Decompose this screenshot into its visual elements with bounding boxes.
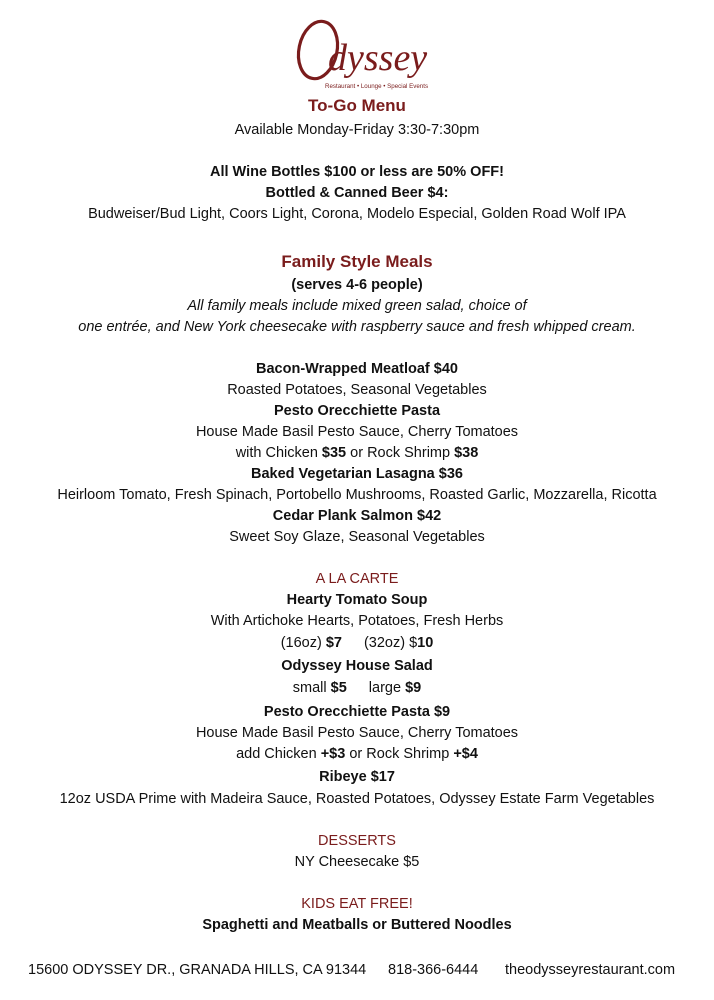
alacarte-title: A LA CARTE [315,571,399,587]
addon-shrimp-price: +$4 [453,746,478,762]
kids-item: Spaghetti and Meatballs or Buttered Noodles [202,917,512,933]
logo-tagline: Restaurant • Lounge • Special Events [325,83,429,90]
family-item-name: Cedar Plank Salmon $42 [272,508,442,524]
family-item-desc: House Made Basil Pesto Sauce, Cherry Tomatoes [195,424,519,440]
family-item-name: Baked Vegetarian Lasagna $36 [251,466,463,482]
size-label: small [292,680,331,696]
salad-price-small: $5 [330,680,347,696]
option-text: or Rock Shrimp [346,445,455,461]
wine-offer: All Wine Bottles $100 or less are 50% OFF! [209,164,504,180]
soup-prices [0,633,714,653]
family-note-2: one entrée, and New York cheesecake with raspberry sauce and fresh whipped cream. [78,319,636,335]
salad-name: Odyssey House Salad [281,658,433,674]
footer-website[interactable]: theodysseyrestaurant.com [505,962,676,978]
family-item-name: Pesto Orecchiette Pasta [273,403,441,419]
soup-price-small: $7 [325,635,342,651]
option-text: or Rock Shrimp [345,746,454,762]
dessert-item: NY Cheesecake $5 [294,854,420,870]
option-text: add Chicken [236,746,321,762]
shrimp-price: $38 [454,445,479,461]
footer-phone: 818-366-6444 [388,962,479,978]
family-pesto-options [0,443,714,463]
beer-list: Budweiser/Bud Light, Coors Light, Corona, Modelo Especial, Golden Road Wolf IPA [88,206,626,222]
pasta-addons [0,744,714,764]
ribeye-desc: 12oz USDA Prime with Madeira Sauce, Roasted Potatoes, Odyssey Estate Farm Vegetables [59,791,655,807]
family-item-desc: Sweet Soy Glaze, Seasonal Vegetables [229,529,485,545]
size-label: (16oz) [280,635,326,651]
ribeye-name: Ribeye $17 [319,769,395,785]
family-note-1: All family meals include mixed green salad, choice of [187,298,527,314]
salad-prices [0,678,714,698]
size-label: large [368,680,406,696]
soup-price-large: 10 [417,635,434,651]
kids-title: KIDS EAT FREE! [301,896,413,912]
togo-availability: Available Monday-Friday 3:30-7:30pm [234,122,480,138]
family-item-name: Bacon-Wrapped Meatloaf $40 [256,361,458,377]
pasta-desc: House Made Basil Pesto Sauce, Cherry Tomatoes [195,725,519,741]
togo-title: To-Go Menu [308,96,406,115]
logo-graphic [290,8,435,92]
soup-desc: With Artichoke Hearts, Potatoes, Fresh Herbs [210,613,504,629]
family-item-desc: Roasted Potatoes, Seasonal Vegetables [227,382,487,398]
footer [0,960,714,980]
salad-price-large: $9 [405,680,422,696]
family-serves: (serves 4-6 people) [291,277,423,293]
footer-address: 15600 ODYSSEY DR., GRANADA HILLS, CA 91344 [28,962,367,978]
beer-offer: Bottled & Canned Beer $4: [265,185,449,201]
soup-name: Hearty Tomato Soup [286,592,428,608]
chicken-price: $35 [321,445,347,461]
size-label: (32oz) $ [363,635,418,651]
family-title: Family Style Meals [281,252,433,271]
logo-wordmark: dyssey [328,37,428,79]
option-text: with Chicken [235,445,322,461]
desserts-title: DESSERTS [318,833,396,849]
odyssey-logo [290,8,435,92]
addon-chicken-price: +$3 [320,746,346,762]
pasta-name: Pesto Orecchiette Pasta $9 [263,704,451,720]
family-item-desc: Heirloom Tomato, Fresh Spinach, Portobello Mushrooms, Roasted Garlic, Mozzarella, Ricotta [57,487,657,503]
